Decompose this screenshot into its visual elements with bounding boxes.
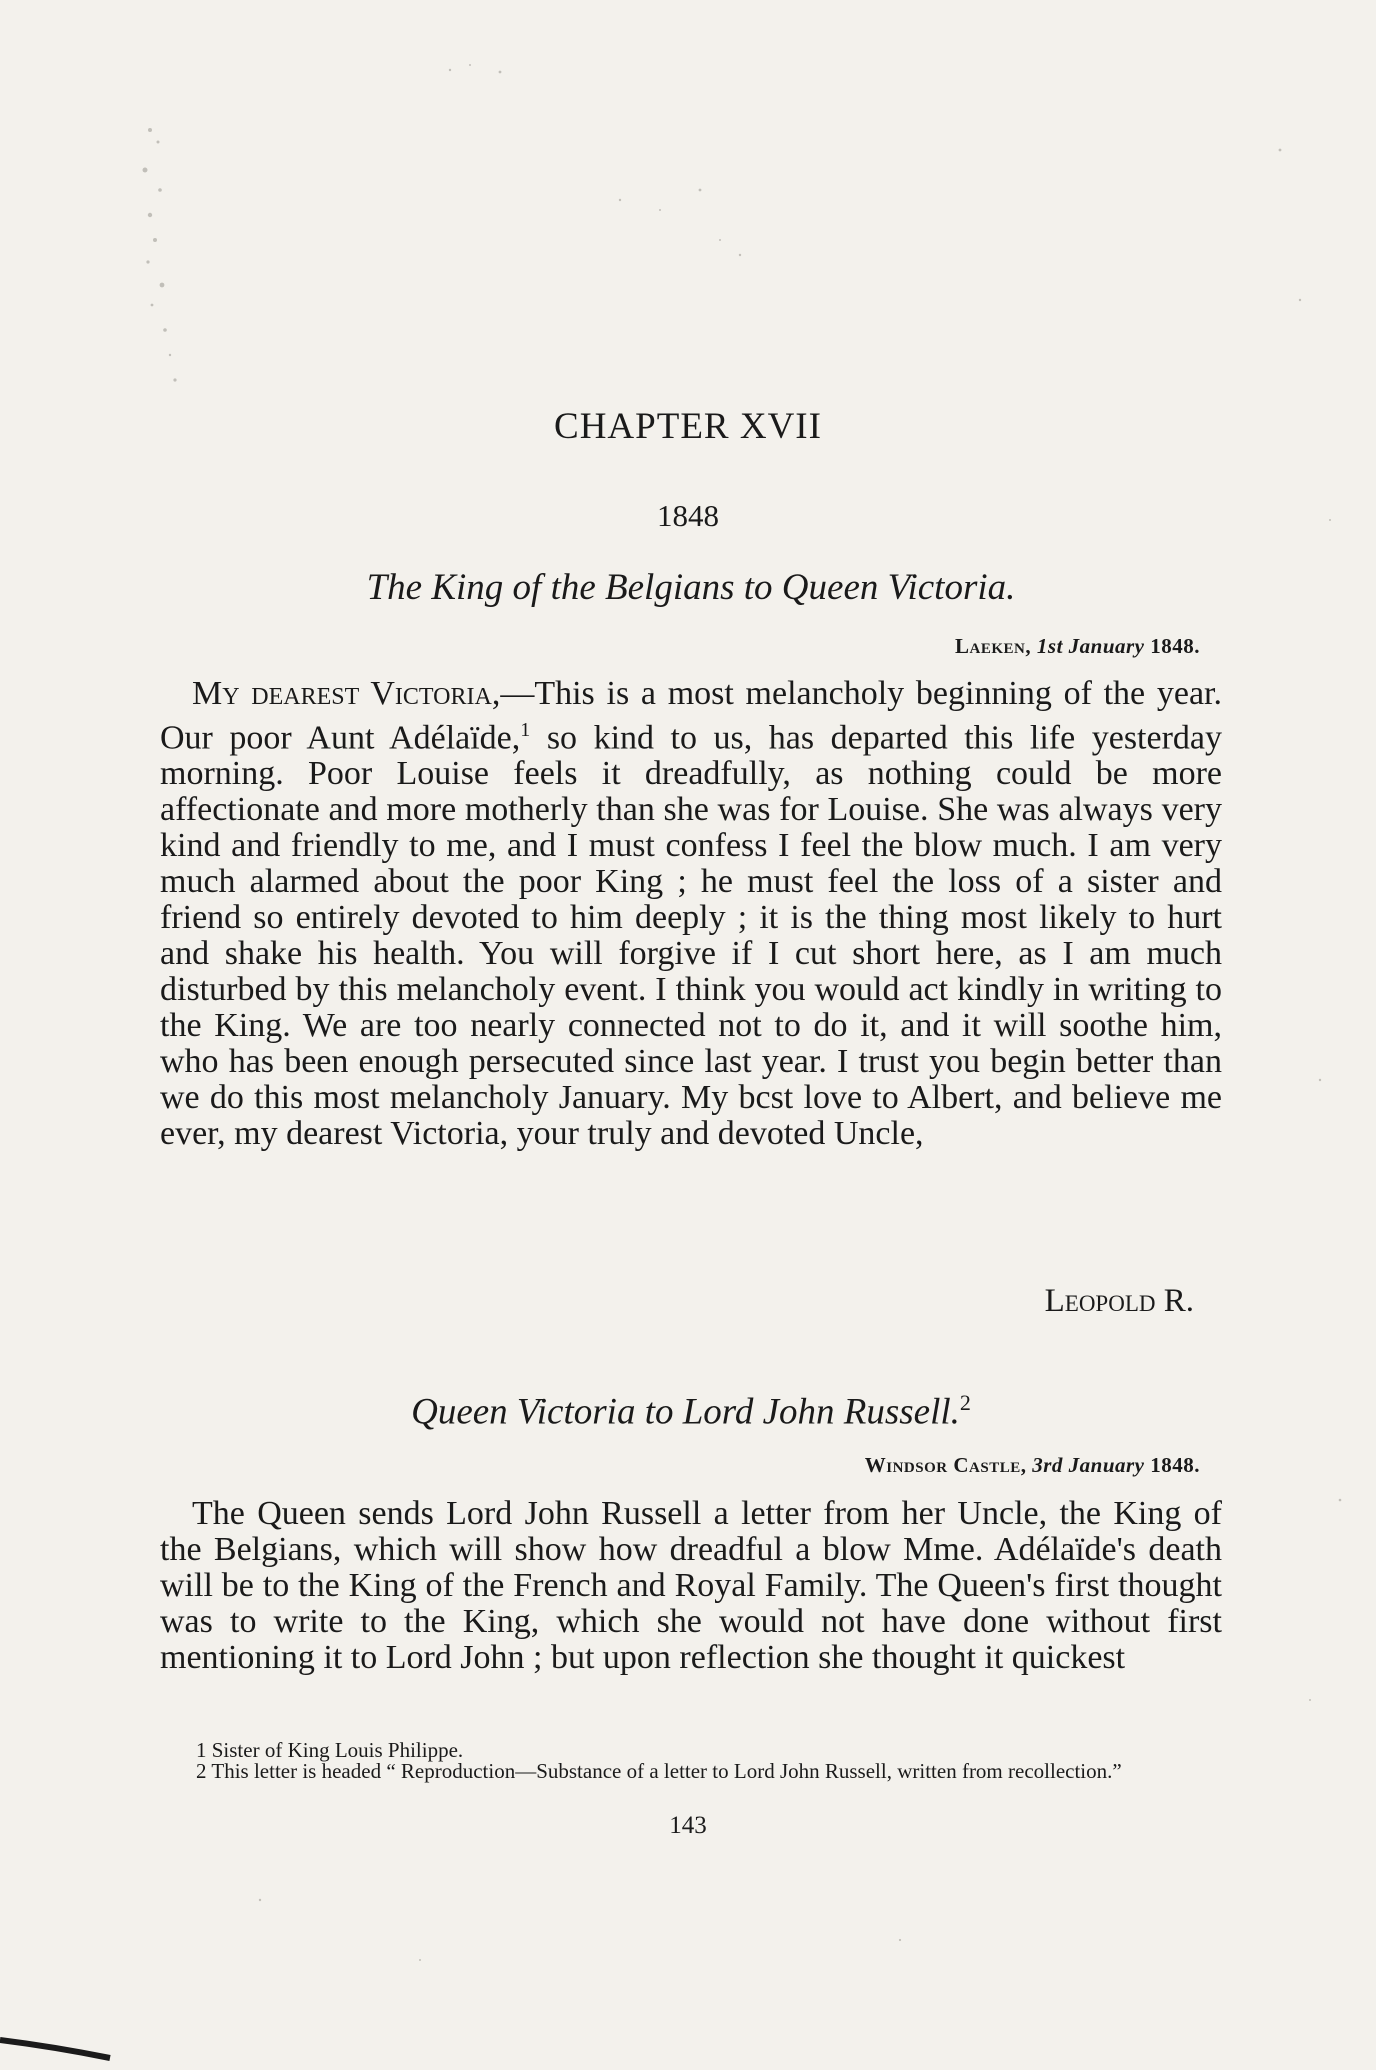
letter1-signature: Leopold R.: [1044, 1283, 1194, 1319]
footnote-1-mark: 1: [196, 1738, 207, 1762]
footnote-1-text: Sister of King Louis Philippe.: [211, 1738, 464, 1762]
footnote-ref-1: 1: [520, 719, 531, 741]
letter1-salutation: My dearest Victoria,: [192, 675, 501, 712]
letter1-body-start: —This is a most melancholy beginning of the year. Our poor Aunt Adélaïde,: [160, 675, 1222, 757]
letter1-place: Laeken,: [955, 634, 1032, 658]
letter1-year: 1848.: [1150, 634, 1200, 658]
footnote-2: [160, 1761, 1222, 1782]
letter1-dateline: [955, 634, 1200, 659]
letter2-heading: [160, 1390, 1222, 1433]
footnote-2-text: This letter is headed “ Reproduction—Substance of a letter to Lord John Russell, written from recollection.”: [211, 1759, 1122, 1783]
letter2-body: [160, 1496, 1222, 1676]
letter1-heading-text: The King of the Belgians to Queen Victoria.: [366, 567, 1016, 608]
letter2-dateline: [865, 1453, 1200, 1478]
chapter-title: CHAPTER XVII: [554, 406, 822, 447]
letter2-place: Windsor Castle,: [864, 1453, 1027, 1477]
footnote-2-mark: 2: [196, 1759, 207, 1783]
page-number: 143: [669, 1812, 707, 1839]
letter2-date: 3rd January: [1032, 1453, 1145, 1477]
letter1-heading: [160, 566, 1222, 609]
letter1-date: 1st January: [1036, 634, 1145, 658]
letter2-heading-text: Queen Victoria to Lord John Russell.: [411, 1391, 960, 1433]
letter1-body-rest: so kind to us, has departed this life yesterday morning. Poor Louise feels it dreadfully, as nothing could be more affectionate and more motherly than she was for Louise. She was always very kind and friendly to me, and I must confess I feel the blow much. I am very much alarmed about the poor King ; he must feel the loss of a sister and friend so entirely devoted to him deeply ; it is the thing most likely to hurt and shake his health. You will forgive if I cut short here, as I am much disturbed by this melancholy event. I think you would act kindly in writing to the King. We are too nearly connected not to do it, and it will soothe him, who has been enough persecuted since last year. I trust you begin better than we do this most melancholy January. My bcst love to Albert, and believe me ever, my dearest Victoria, your truly and devoted Uncle,: [160, 719, 1223, 1153]
footnote-1: [160, 1740, 1222, 1761]
letter2-year: 1848.: [1150, 1453, 1200, 1477]
letter1-body: [160, 676, 1222, 1152]
footnotes: [160, 1740, 1222, 1782]
footnote-ref-2: 2: [959, 1390, 971, 1415]
letter2-body-text: The Queen sends Lord John Russell a letter from her Uncle, the King of the Belgians, which will show how dreadful a blow Mme. Adélaïde's death will be to the King of the French and Royal Family. The Queen's first thought was to write to the King, which she would not have done without first mentioning it to Lord John ; but upon reflection she thought it quickest: [160, 1495, 1222, 1676]
chapter-year: 1848: [657, 498, 719, 533]
page-edge-shadow: [0, 2040, 110, 2058]
